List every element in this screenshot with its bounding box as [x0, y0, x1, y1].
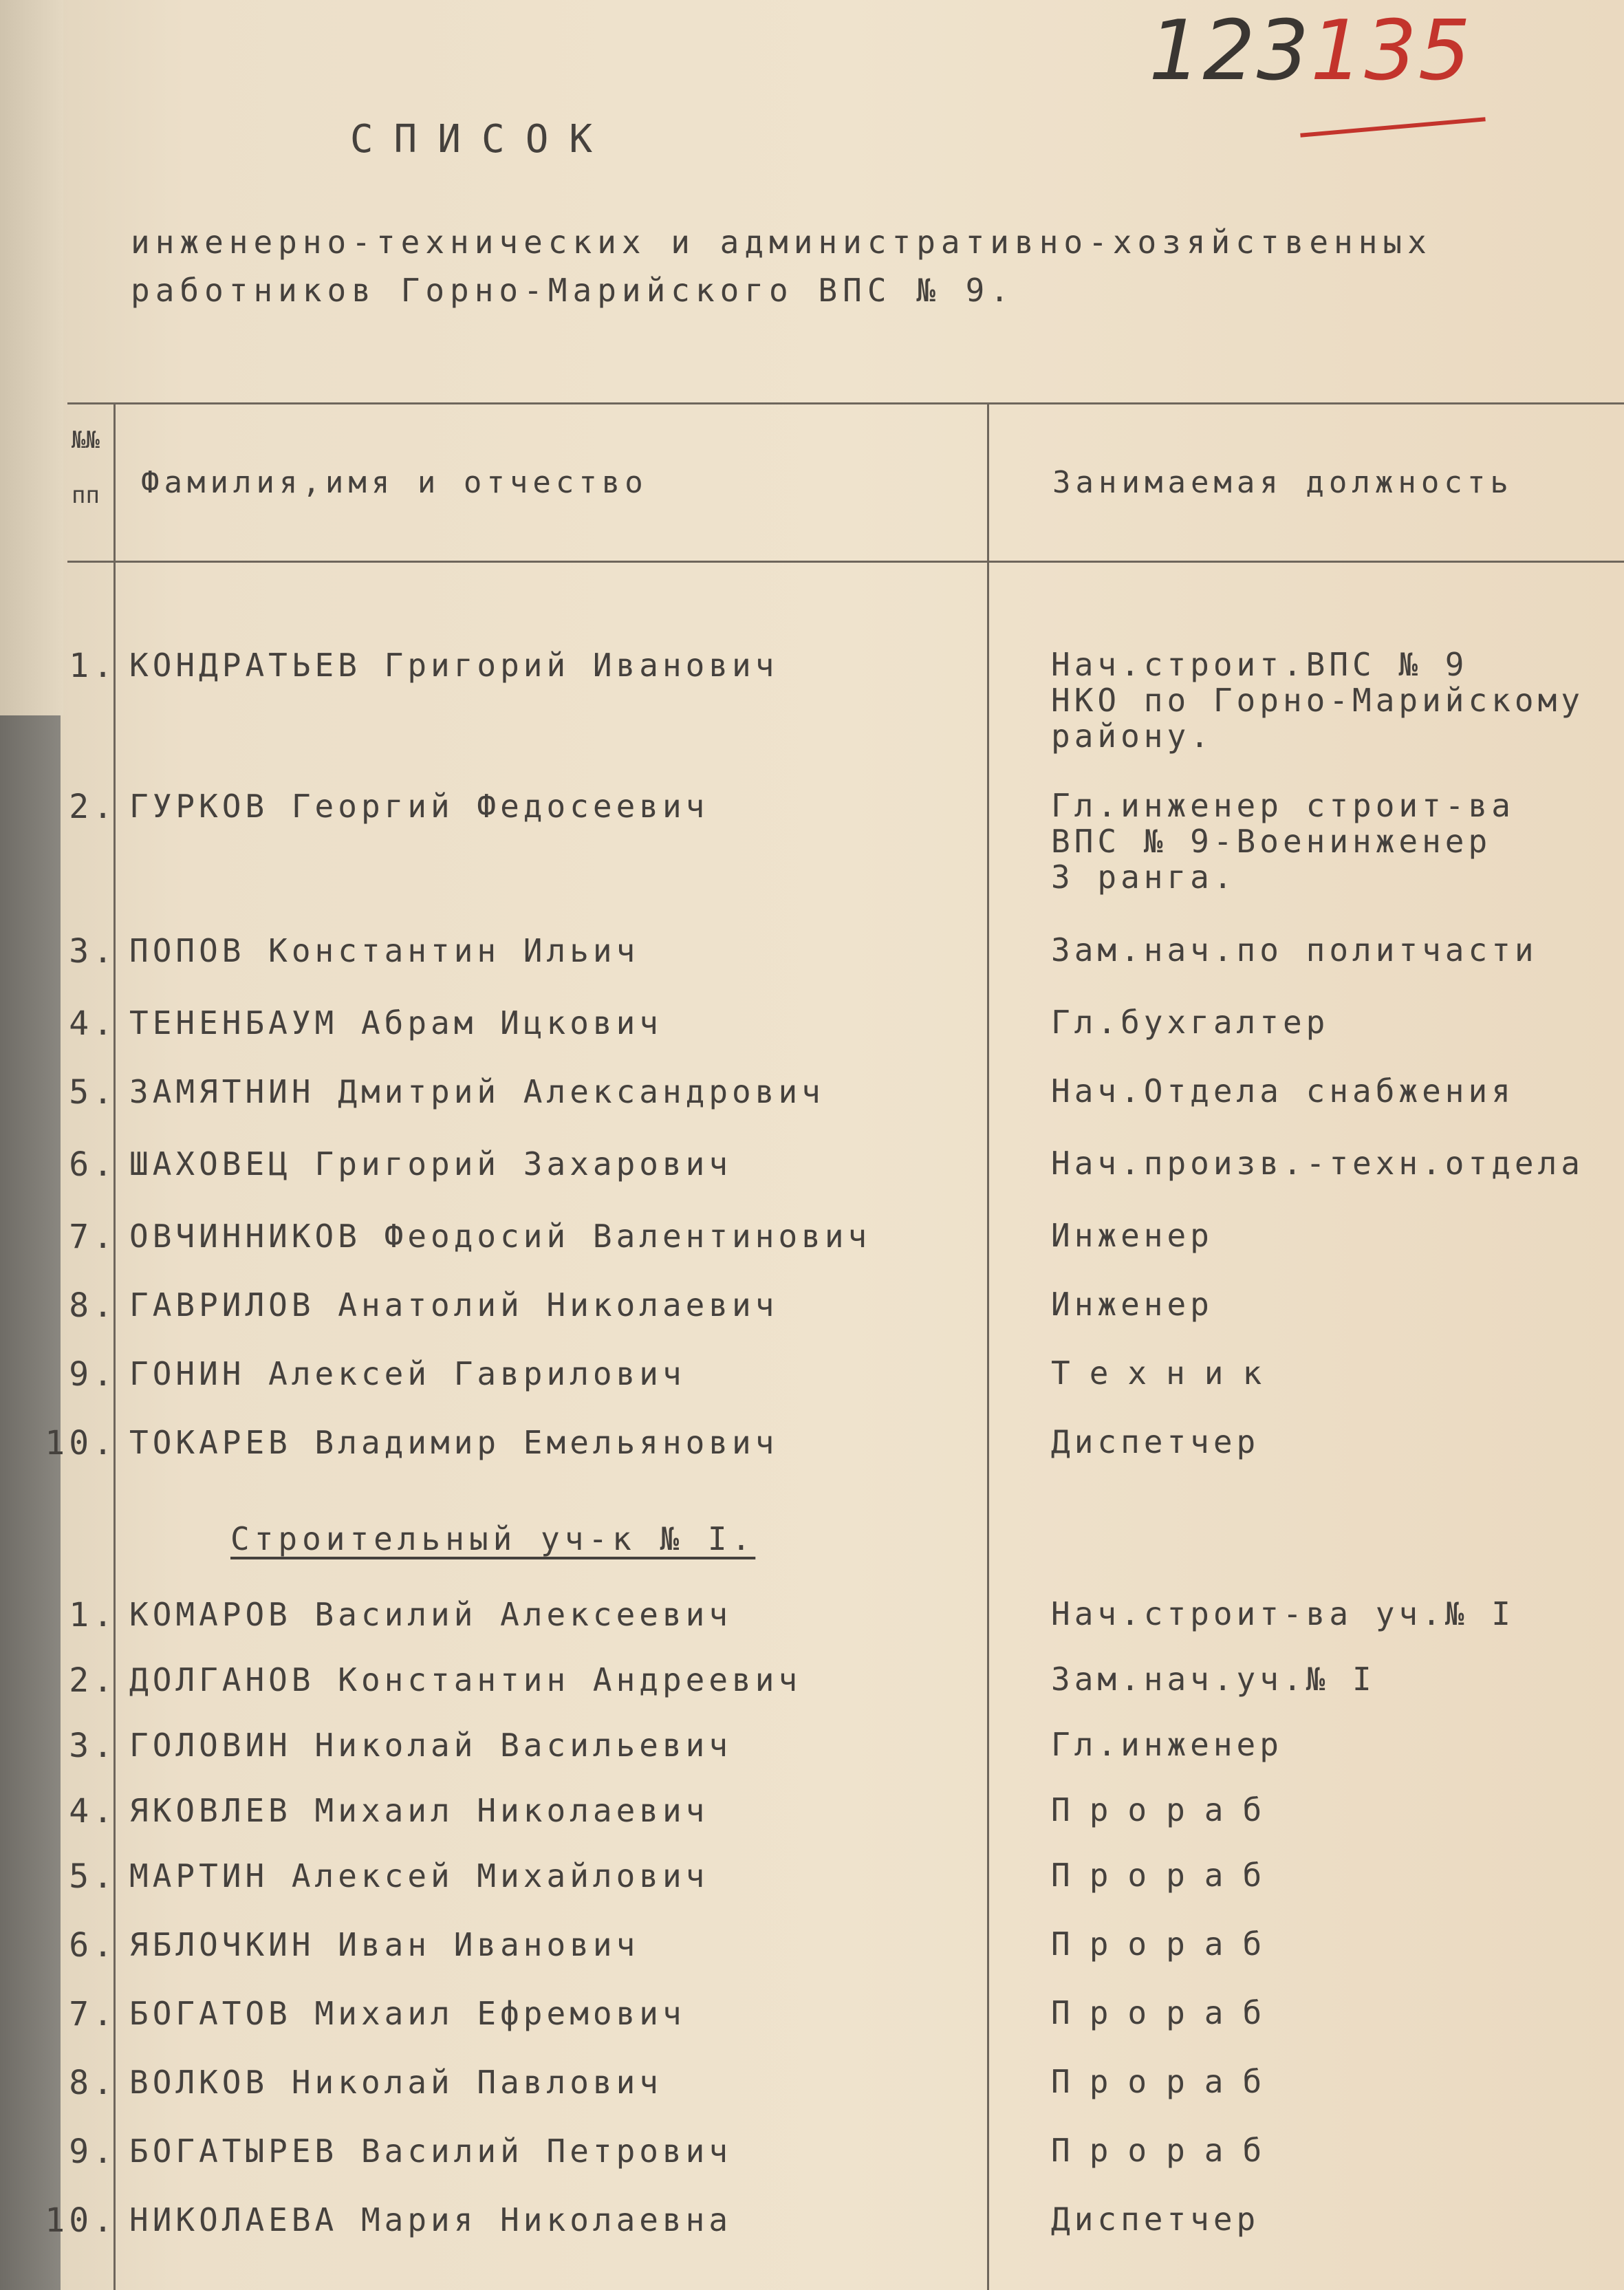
- employee-name: ЯБЛОЧКИН Иван Иванович: [129, 1926, 640, 1963]
- employee-position: Гл.инженер: [1051, 1726, 1283, 1763]
- table-row: [0, 1424, 1624, 1465]
- employee-position: Прораб: [1051, 2132, 1281, 2169]
- table-row: [0, 2132, 1624, 2174]
- employee-name: ДОЛГАНОВ Константин Андреевич: [129, 1661, 802, 1698]
- row-number: 4.: [69, 1792, 117, 1830]
- row-number: 8.: [69, 1286, 117, 1325]
- table-row: [0, 1995, 1624, 2036]
- table-row: [0, 1218, 1624, 1259]
- page-fold: [0, 0, 63, 715]
- row-number: 10.: [45, 2201, 117, 2240]
- employee-position: Нач.строит-ва уч.№ I: [1051, 1595, 1515, 1632]
- table-row: [0, 1286, 1624, 1328]
- employee-name: ШАХОВЕЦ Григорий Захарович: [129, 1145, 733, 1182]
- employee-name: БОГАТЫРЕВ Василий Петрович: [129, 2132, 733, 2170]
- table-top-border: [67, 402, 1624, 404]
- employee-name: ТЕНЕНБАУМ Абрам Ицкович: [129, 1004, 662, 1041]
- employee-position: Диспетчер: [1051, 2201, 1260, 2238]
- employee-position: Гл.инженер строит-ва ВПС № 9-Военинженер 3 ранга.: [1051, 787, 1515, 896]
- employee-name: БОГАТОВ Михаил Ефремович: [129, 1995, 686, 2032]
- header-position: Занимаемая должность: [1052, 465, 1513, 500]
- employee-position: Прораб: [1051, 1994, 1281, 2031]
- employee-name: КОМАРОВ Василий Алексеевич: [129, 1596, 733, 1633]
- table-row: [0, 1073, 1624, 1114]
- document-subtitle-line-2: работников Горно-Марийского ВПС № 9.: [131, 272, 1015, 309]
- row-number: 7.: [69, 1995, 117, 2033]
- employee-position: Диспетчер: [1051, 1423, 1260, 1460]
- row-number: 2.: [69, 1661, 117, 1700]
- employee-name: НИКОЛАЕВА Мария Николаевна: [129, 2201, 733, 2238]
- table-row: [0, 646, 1624, 755]
- employee-name: ГОЛОВИН Николай Васильевич: [129, 1727, 733, 1764]
- table-row: [0, 1857, 1624, 1899]
- table-row: [0, 1596, 1624, 1637]
- employee-position: Прораб: [1051, 1791, 1281, 1828]
- table-row: [0, 787, 1624, 896]
- row-number: 5.: [69, 1857, 117, 1896]
- row-number: 8.: [69, 2064, 117, 2102]
- employee-name: ГАВРИЛОВ Анатолий Николаевич: [129, 1286, 779, 1324]
- row-number: 1.: [69, 647, 117, 685]
- archive-number-old: 123: [1149, 3, 1311, 99]
- table-row: [0, 1926, 1624, 1967]
- employee-position: Зам.нач.по политчасти: [1051, 931, 1538, 969]
- employee-position: Нач.Отдела снабжения: [1051, 1072, 1515, 1110]
- row-number: 3.: [69, 932, 117, 971]
- employee-position: Прораб: [1051, 2063, 1281, 2100]
- archive-number-new: 135: [1310, 3, 1473, 99]
- table-row: [0, 1661, 1624, 1703]
- row-number: 3.: [69, 1727, 117, 1765]
- employee-position: Зам.нач.уч.№ I: [1051, 1661, 1376, 1698]
- employee-position: Инженер: [1051, 1217, 1213, 1254]
- row-number: 10.: [45, 1424, 117, 1462]
- employee-position: Техник: [1051, 1354, 1281, 1392]
- employee-position: Инженер: [1051, 1286, 1213, 1323]
- row-number: 6.: [69, 1926, 117, 1965]
- document-subtitle-line-1: инженерно-технических и административно-хозяйственных: [131, 224, 1432, 261]
- row-number: 4.: [69, 1004, 117, 1043]
- document-title: СПИСОК: [349, 117, 614, 162]
- row-number: 5.: [69, 1073, 117, 1112]
- section-title: Строительный уч-к № I.: [230, 1520, 756, 1557]
- table-row: [0, 1355, 1624, 1396]
- table-row: [0, 1727, 1624, 1768]
- table-row: [0, 1004, 1624, 1046]
- table-row: [0, 1792, 1624, 1833]
- employee-name: ВОЛКОВ Николай Павлович: [129, 2064, 662, 2101]
- row-number: 6.: [69, 1145, 117, 1184]
- row-number: 9.: [69, 2132, 117, 2171]
- row-number: 9.: [69, 1355, 117, 1394]
- employee-position: Прораб: [1051, 1925, 1281, 1963]
- employee-name: ГУРКОВ Георгий Федосеевич: [129, 788, 709, 825]
- employee-name: КОНДРАТЬЕВ Григорий Иванович: [129, 647, 779, 684]
- row-number: 2.: [69, 788, 117, 826]
- header-number: №№ пп: [72, 426, 100, 509]
- employee-position: Прораб: [1051, 1857, 1281, 1894]
- table-row: [0, 2064, 1624, 2105]
- employee-name: ОВЧИННИКОВ Феодосий Валентинович: [129, 1218, 871, 1255]
- row-number: 7.: [69, 1218, 117, 1256]
- table-header-bottom-border: [67, 561, 1624, 563]
- table-row: [0, 932, 1624, 973]
- employee-name: МАРТИН Алексей Михайлович: [129, 1857, 709, 1894]
- employee-name: ПОПОВ Константин Ильич: [129, 932, 640, 969]
- archive-number: [1149, 0, 1472, 103]
- employee-name: ЗАМЯТНИН Дмитрий Александрович: [129, 1073, 825, 1110]
- row-number: 1.: [69, 1596, 117, 1634]
- employee-name: ЯКОВЛЕВ Михаил Николаевич: [129, 1792, 709, 1829]
- table-row: [0, 1145, 1624, 1187]
- employee-position: Нач.строит.ВПС № 9 НКО по Горно-Марийскому району.: [1051, 646, 1584, 755]
- employee-name: ТОКАРЕВ Владимир Емельянович: [129, 1424, 779, 1461]
- employee-position: Нач.произв.-техн.отдела: [1051, 1145, 1584, 1182]
- employee-position: Гл.бухгалтер: [1051, 1004, 1330, 1041]
- employee-name: ГОНИН Алексей Гаврилович: [129, 1355, 686, 1392]
- header-name: Фамилия,имя и отчество: [141, 465, 648, 500]
- table-row: [0, 2201, 1624, 2243]
